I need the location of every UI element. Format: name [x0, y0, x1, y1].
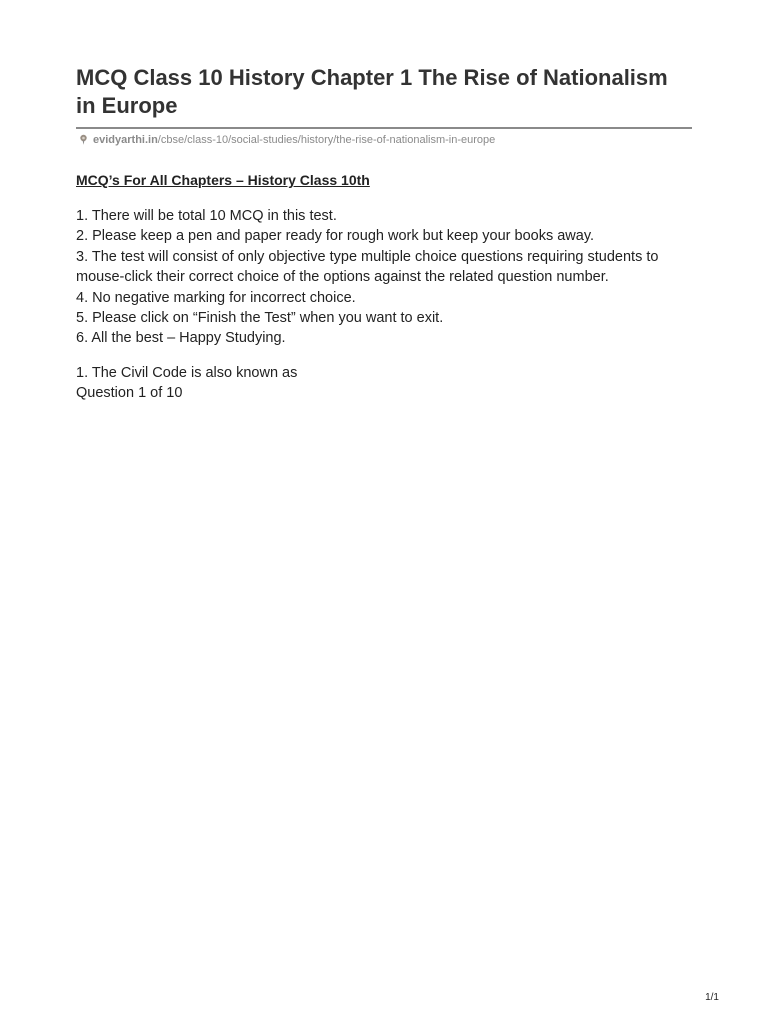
question-block [76, 363, 297, 403]
title-divider [76, 127, 692, 129]
instruction-item: 6. All the best – Happy Studying. [76, 330, 286, 347]
pin-icon [78, 134, 89, 145]
instruction-item: 1. There will be total 10 MCQ in this test. [76, 208, 337, 224]
section-heading-link[interactable]: MCQ’s For All Chapters – History Class 10th [76, 172, 370, 188]
instructions-list [76, 206, 696, 349]
instruction-item: 5. Please click on “Finish the Test” when you want to exit. [76, 310, 444, 327]
source-url[interactable] [78, 133, 495, 147]
page-title: MCQ Class 10 History Chapter 1 The Rise of Nationalism in Europe [76, 65, 668, 118]
source-path[interactable]: /cbse/class-10/social-studies/history/the-rise-of-nationalism-in-europe [157, 134, 496, 146]
instruction-item: 2. Please keep a pen and paper ready for rough work but keep your books away. [76, 228, 595, 245]
instruction-item: 3. The test will consist of only objective type multiple choice questions requiring students to mouse-click their correct choice of the options against the related question number. [76, 248, 659, 286]
question-text: 1. The Civil Code is also known as [76, 365, 298, 381]
question-counter: Question 1 of 10 [76, 385, 183, 401]
page-number: 1/1 [705, 992, 719, 1003]
source-domain[interactable]: evidyarthi.in [93, 134, 158, 146]
instruction-item: 4. No negative marking for incorrect choice. [76, 289, 356, 306]
